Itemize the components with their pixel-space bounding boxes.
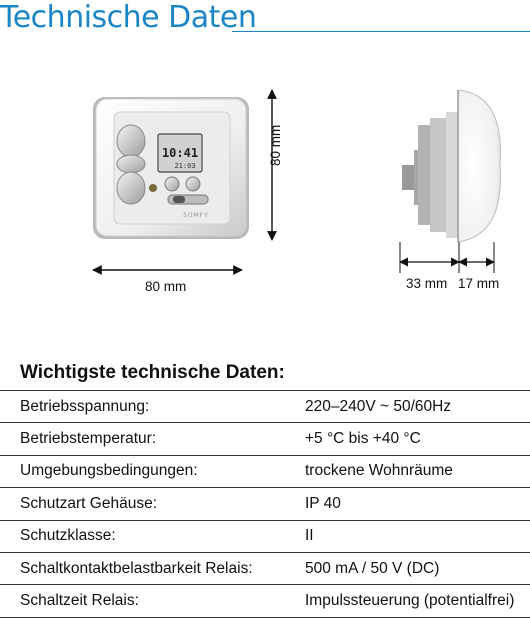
table-row	[0, 585, 530, 617]
table-row	[0, 423, 530, 455]
spec-label: Schaltkontaktbelastbarkeit Relais:	[0, 552, 305, 584]
brand-text: SOMFY	[183, 212, 209, 219]
spec-value: trockene Wohnräume	[305, 455, 530, 487]
specs-heading: Wichtigste technische Daten:	[20, 362, 285, 383]
spec-label: Schutzklasse:	[0, 520, 305, 552]
spec-value: II	[305, 520, 530, 552]
page-title: Technische Daten	[0, 0, 257, 35]
display-time: 10:41	[161, 146, 199, 160]
led-indicator	[149, 184, 157, 192]
spec-label: Schutzart Gehäuse:	[0, 488, 305, 520]
device-side-view	[402, 90, 500, 242]
up-button	[117, 125, 145, 157]
down-button	[117, 172, 145, 204]
spec-value: +5 °C bis +40 °C	[305, 423, 530, 455]
table-row	[0, 520, 530, 552]
table-row	[0, 488, 530, 520]
spec-value: 220–240V ~ 50/60Hz	[305, 391, 530, 423]
side-rim-label: 17 mm	[458, 276, 500, 291]
spec-value: 500 mA / 50 V (DC)	[305, 552, 530, 584]
table-row	[0, 552, 530, 584]
spec-value: IP 40	[305, 488, 530, 520]
front-width-label: 80 mm	[145, 279, 187, 294]
display-date: 21:03	[174, 162, 196, 170]
table-row	[0, 455, 530, 487]
table-row	[0, 391, 530, 423]
spec-label: Betriebsspannung:	[0, 391, 305, 423]
spec-label: Umgebungsbedingungen:	[0, 455, 305, 487]
side-depth-label: 33 mm	[406, 276, 448, 291]
stop-button	[117, 155, 145, 173]
spec-label: Schaltzeit Relais:	[0, 585, 305, 617]
front-height-label: 80 mm	[268, 124, 283, 166]
left-arrow-button	[165, 177, 179, 191]
spec-label: Betriebstemperatur:	[0, 423, 305, 455]
spec-value: Impulssteuerung (potentialfrei)	[305, 585, 530, 617]
right-arrow-button	[186, 177, 200, 191]
device-front-view	[93, 97, 249, 239]
specs-table	[0, 390, 530, 618]
